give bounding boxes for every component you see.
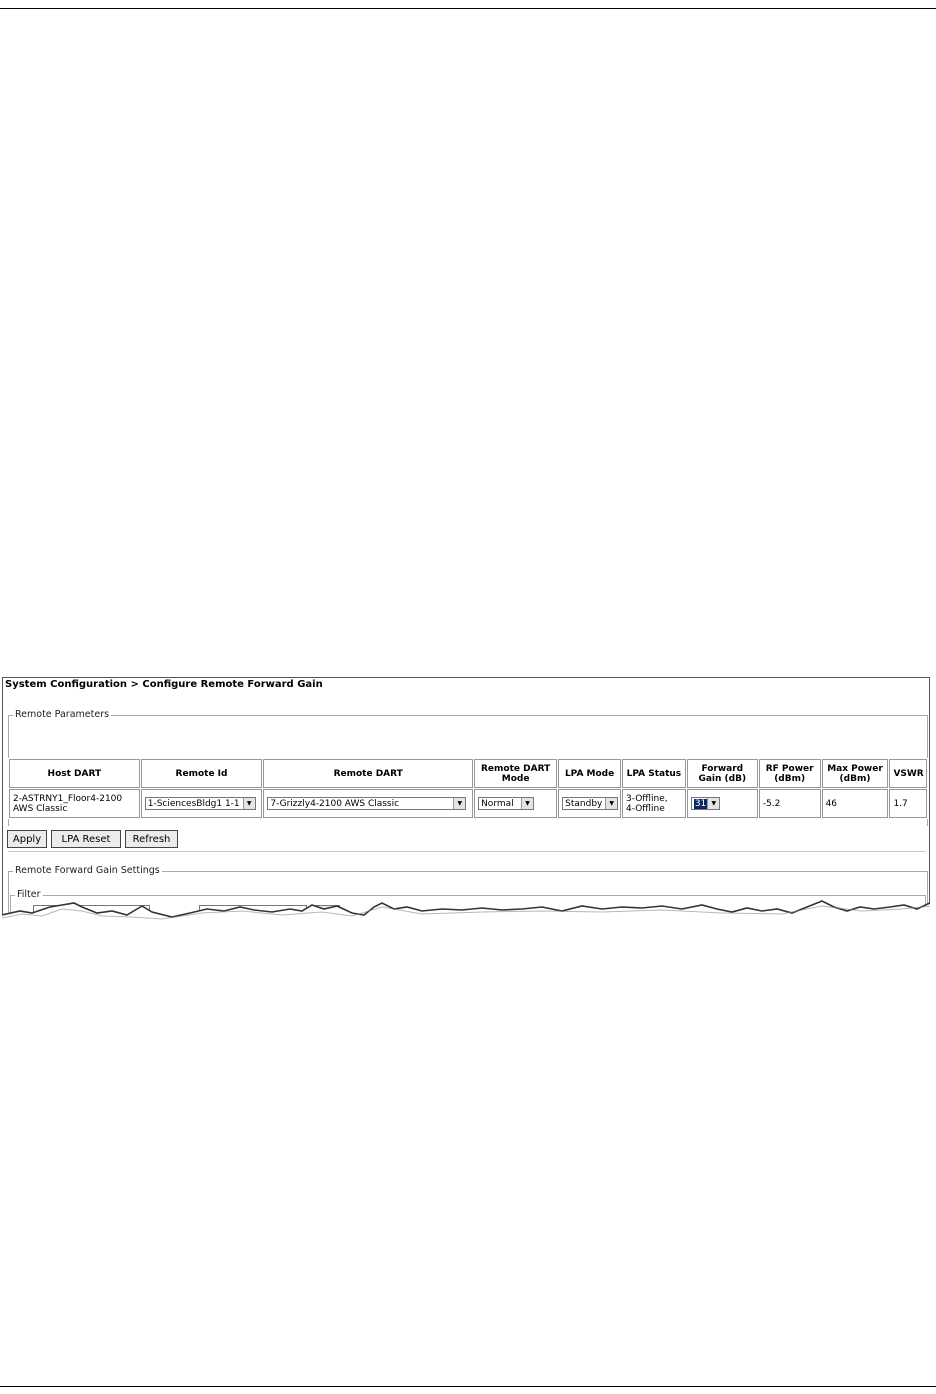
- remote-dart-mode-select[interactable]: [478, 797, 534, 810]
- remote-parameters-table: [8, 758, 928, 819]
- chevron-down-icon[interactable]: ▼: [243, 798, 255, 809]
- lpa-mode-select[interactable]: [562, 797, 618, 810]
- cell-remote-id: [141, 789, 263, 818]
- host-dart-line1: 2-ASTRNY1_Floor4-2100: [13, 793, 123, 804]
- header-remote-dart-mode: Remote DART Mode: [474, 759, 557, 788]
- torn-edge-decoration: [2, 897, 930, 927]
- remote-dart-mode-value: Normal: [481, 798, 514, 809]
- header-lpa-mode: LPA Mode: [558, 759, 621, 788]
- remote-dart-value: 7-Grizzly4-2100 AWS Classic: [270, 798, 400, 809]
- remote-parameters-legend: Remote Parameters: [15, 709, 110, 720]
- cell-max-power: 46: [822, 789, 889, 818]
- lpa-status-line2: 4-Offline: [626, 803, 665, 814]
- header-remote-id: Remote Id: [141, 759, 263, 788]
- table-row: [9, 789, 927, 818]
- remote-id-select[interactable]: [145, 797, 256, 810]
- header-vswr: VSWR: [889, 759, 927, 788]
- header-remote-dart: Remote DART: [263, 759, 473, 788]
- lpa-reset-button[interactable]: LPA Reset: [51, 830, 121, 848]
- cell-forward-gain: [687, 789, 758, 818]
- section-divider: [8, 851, 926, 852]
- breadcrumb: System Configuration > Configure Remote Forward Gain: [5, 679, 323, 690]
- remote-forward-gain-settings-legend: Remote Forward Gain Settings: [15, 865, 160, 876]
- cell-remote-dart-mode: [474, 789, 557, 818]
- header-lpa-status: LPA Status: [622, 759, 686, 788]
- host-dart-line2: AWS Classic: [13, 803, 68, 814]
- screenshot-frame: [2, 677, 930, 927]
- chevron-down-icon[interactable]: ▼: [521, 798, 533, 809]
- page-top-rule: [0, 8, 936, 9]
- forward-gain-value: 31: [694, 798, 707, 809]
- cell-lpa-status: [622, 789, 686, 818]
- configure-remote-forward-gain-window: [2, 677, 930, 927]
- remote-dart-select[interactable]: [267, 797, 466, 810]
- chevron-down-icon[interactable]: ▼: [707, 798, 719, 809]
- table-header-row: [9, 759, 927, 788]
- filter-legend: Filter: [17, 889, 41, 900]
- cell-host-dart: [9, 789, 140, 818]
- header-max-power: Max Power (dBm): [822, 759, 889, 788]
- cell-lpa-mode: [558, 789, 621, 818]
- header-rf-power: RF Power (dBm): [759, 759, 821, 788]
- lpa-mode-value: Standby: [565, 798, 603, 809]
- header-host-dart: Host DART: [9, 759, 140, 788]
- forward-gain-select[interactable]: [691, 797, 720, 810]
- refresh-button[interactable]: Refresh: [125, 830, 178, 848]
- apply-button[interactable]: Apply: [7, 830, 47, 848]
- page-bottom-rule: [0, 1386, 936, 1387]
- cell-remote-dart: [263, 789, 473, 818]
- lpa-status-line1: 3-Offline,: [626, 793, 668, 804]
- cell-rf-power: -5.2: [759, 789, 821, 818]
- header-forward-gain: Forward Gain (dB): [687, 759, 758, 788]
- chevron-down-icon[interactable]: ▼: [605, 798, 617, 809]
- chevron-down-icon[interactable]: ▼: [453, 798, 465, 809]
- remote-id-value: 1-SciencesBldg1 1-1: [147, 798, 240, 809]
- cell-vswr: 1.7: [889, 789, 927, 818]
